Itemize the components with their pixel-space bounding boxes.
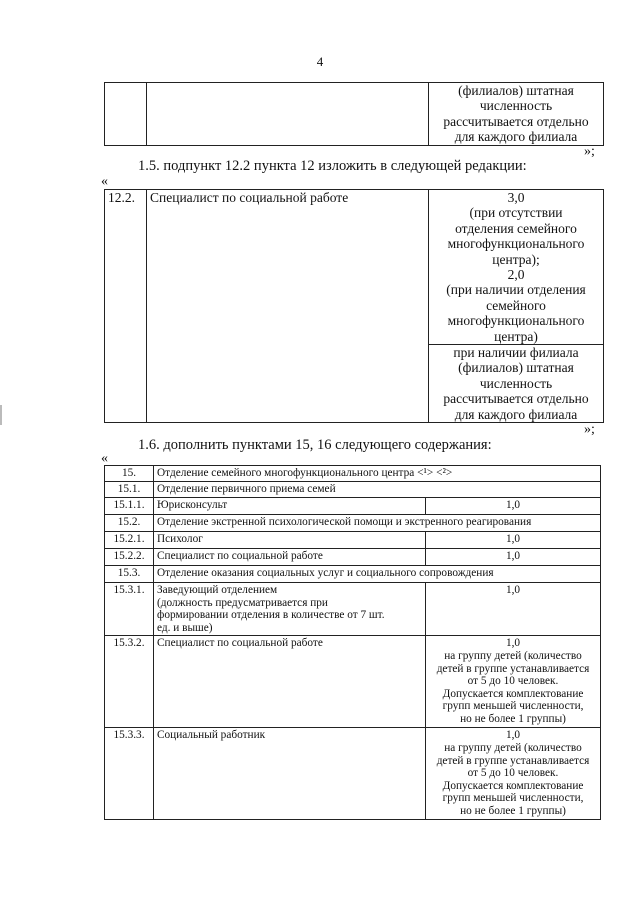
cell-section: Отделение семейного многофункционального центра <¹> <²> (154, 466, 601, 482)
cell-value (429, 190, 604, 345)
note-line: (филиалов) штатная (458, 83, 574, 98)
value-line: от 5 до 10 человек. (467, 675, 559, 688)
cell-value (426, 728, 601, 820)
value-line: центра) (494, 328, 538, 344)
cell-value: 1,0 (426, 498, 601, 515)
table-continuation (104, 82, 604, 146)
value-line: но не более 1 группы) (460, 804, 566, 817)
cell-num: 15.3.1. (105, 583, 154, 636)
opening-quote-1: « (101, 174, 108, 189)
paragraph-1-6: 1.6. дополнить пунктами 15, 16 следующего содержания: (138, 437, 492, 453)
value-line: Допускается комплектование (442, 687, 584, 700)
name-line: Заведующий отделением (157, 584, 278, 596)
cell-value: 1,0 (426, 532, 601, 549)
cell-num: 15.1. (105, 482, 154, 498)
value-line: групп меньшей численности, (442, 700, 584, 713)
cell-num: 15.2. (105, 515, 154, 532)
value-line: многофункционального (447, 313, 585, 329)
cell-name: Специалист по социальной работе (147, 190, 429, 423)
cell-name (154, 583, 426, 636)
value-line: на группу детей (количество (444, 649, 582, 662)
value-line: от 5 до 10 человек. (467, 767, 559, 780)
closing-quote-1: »; (584, 144, 595, 159)
cell-value: 1,0 (426, 583, 601, 636)
table-15 (104, 465, 601, 820)
opening-quote-2: « (101, 451, 108, 466)
cell-name: Специалист по социальной работе (154, 549, 426, 566)
cell-name: Социальный работник (154, 728, 426, 820)
value-line: 2,0 (507, 267, 525, 283)
cell-num: 15.3. (105, 566, 154, 583)
paragraph-1-5: 1.5. подпункт 12.2 пункта 12 изложить в следующей редакции: (138, 158, 527, 174)
cell-num: 15.2.1. (105, 532, 154, 549)
name-line: ед. и выше) (157, 621, 213, 634)
cell-note (429, 345, 604, 423)
value-line: (при наличии отделения (446, 282, 586, 298)
value-line: но не более 1 группы) (460, 712, 566, 725)
scan-edge-mark (0, 405, 2, 425)
cell-section: Отделение оказания социальных услуг и социального сопровождения (154, 566, 601, 583)
name-line: (должность предусматривается при (157, 596, 328, 609)
cell-value (426, 636, 601, 728)
cell-name: Специалист по социальной работе (154, 636, 426, 728)
value-line: детей в группе устанавливается (436, 662, 590, 675)
value-line: семейного (486, 297, 546, 313)
cell-name-empty (147, 83, 429, 146)
cell-num: 15.3.3. (105, 728, 154, 820)
note-line: численность (479, 375, 553, 391)
value-line: на группу детей (количество (444, 741, 582, 754)
note-line: рассчитывается отдельно (443, 391, 589, 407)
value-line: 3,0 (507, 190, 525, 205)
note-line: рассчитывается отдельно (443, 113, 589, 129)
cell-section: Отделение первичного приема семей (154, 482, 601, 498)
note-line: для каждого филиала (454, 129, 578, 145)
cell-num: 12.2. (105, 190, 147, 423)
value-line: многофункционального (447, 236, 585, 252)
cell-num: 15.2.2. (105, 549, 154, 566)
value-line: 1,0 (505, 729, 521, 742)
cell-num: 15.1.1. (105, 498, 154, 515)
name-line: формировании отделения в количестве от 7 шт. (157, 609, 385, 622)
note-line: численность (479, 98, 553, 114)
page-number: 4 (316, 54, 324, 69)
value-line: Допускается комплектование (442, 779, 584, 792)
value-line: центра); (492, 251, 540, 267)
value-line: отделения семейного (455, 220, 577, 236)
value-line: (при отсутствии (469, 205, 563, 221)
table-12-2 (104, 189, 604, 423)
note-line: для каждого филиала (454, 406, 578, 422)
cell-section: Отделение экстренной психологической помощи и экстренного реагирования (154, 515, 601, 532)
value-line: 1,0 (505, 637, 521, 650)
value-line: детей в группе устанавливается (436, 754, 590, 767)
cell-name: Юрисконсульт (154, 498, 426, 515)
cell-note (429, 83, 604, 146)
note-line: при наличии филиала (453, 345, 579, 361)
cell-num: 15. (105, 466, 154, 482)
cell-value: 1,0 (426, 549, 601, 566)
closing-quote-2: »; (584, 422, 595, 437)
cell-num-empty (105, 83, 147, 146)
cell-name: Психолог (154, 532, 426, 549)
note-line: (филиалов) штатная (458, 360, 574, 376)
cell-num: 15.3.2. (105, 636, 154, 728)
value-line: групп меньшей численности, (442, 792, 584, 805)
